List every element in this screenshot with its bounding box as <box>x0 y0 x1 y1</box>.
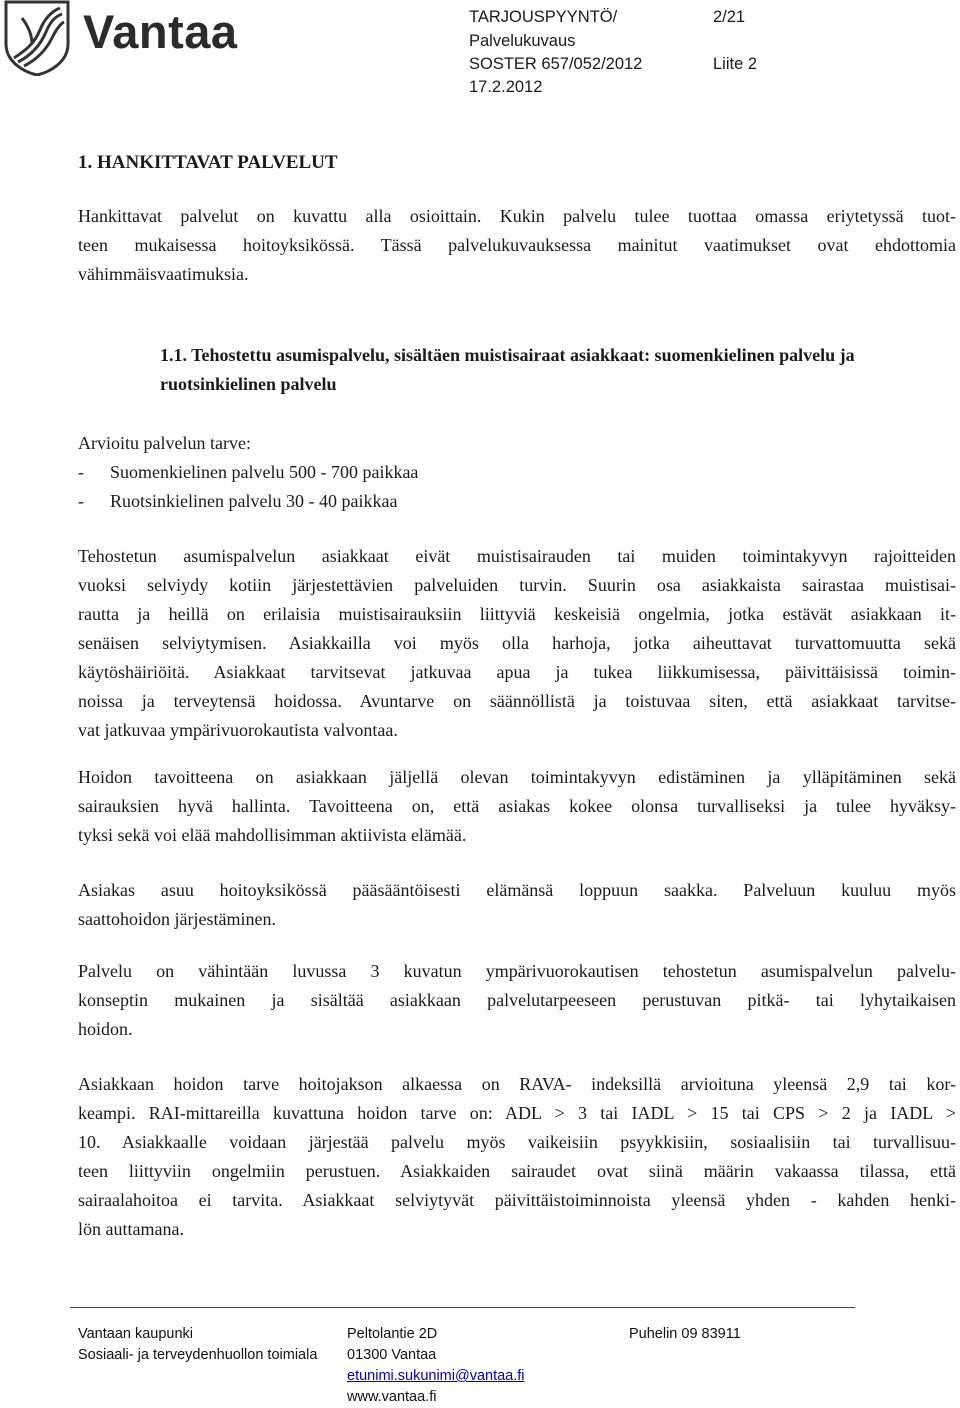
footer-address <box>347 1324 525 1408</box>
text-line: Tehostetun asumispalvelun asiakkaat eivät muistisairauden tai muiden toimintakyvyn rajoitteiden <box>78 546 956 566</box>
section-heading: 1. HANKITTAVAT PALVELUT <box>78 152 338 173</box>
paragraph-residence <box>78 876 956 934</box>
paragraph-goals <box>78 763 956 850</box>
text-line: teen liittyviin ongelmiin perustuen. Asiakkaiden sairaudet ovat siinä määrin vakaassa tilassa, että <box>78 1161 956 1181</box>
footer-organization <box>78 1324 317 1366</box>
text-line: lön auttamana. <box>78 1219 184 1239</box>
header-reference: SOSTER 657/052/2012 <box>469 55 643 73</box>
list-item: - Suomenkielinen palvelu 500 - 700 paikkaa <box>78 462 419 482</box>
footer-postal: 01300 Vantaa <box>347 1347 437 1363</box>
footer-phone: Puhelin 09 83911 <box>629 1326 741 1342</box>
header-page-number: 2/21 <box>713 8 746 26</box>
text-line: Asiakkaan hoidon tarve hoitojakson alkaessa on RAVA- indeksillä arvioituna yleensä 2,9 tai kor- <box>78 1074 956 1094</box>
paragraph-care-need <box>78 1070 956 1244</box>
header-subject: Palvelukuvaus <box>469 32 576 50</box>
text-line: käytöshäiriöitä. Asiakkaat tarvitsevat jatkuvaa apua ja tukea liikkumisessa, päivittäisissä toimin- <box>78 662 956 682</box>
text-line: teen mukaisessa hoitoyksikössä. Tässä palvelukuvauksessa mainitut vaatimukset ovat ehdottomia <box>78 235 956 255</box>
subsection-heading: 1.1. Tehostettu asumispalvelu, sisältäen muistisairaat asiakkaat: suomenkielinen palvelu ja ruotsinkielinen palvelu <box>160 345 855 394</box>
service-need-label: Arvioitu palvelun tarve: <box>78 433 251 453</box>
header-date: 17.2.2012 <box>469 78 543 96</box>
footer-website[interactable]: www.vantaa.fi <box>347 1389 437 1405</box>
list-item: - Ruotsinkielinen palvelu 30 - 40 paikkaa <box>78 491 398 511</box>
text-line: rautta ja heillä on erilaisia muistisairauksiin liittyviä keskeisiä ongelmia, jotka estävät asiakkaan it- <box>78 604 956 624</box>
service-need-list <box>78 429 418 516</box>
text-line: Palvelu on vähintään luvussa 3 kuvatun ympärivuorokautisen tehostetun asumispalvelun palvelu- <box>78 961 956 981</box>
text-line: Asiakas asuu hoitoyksikössä pääsääntöisesti elämänsä loppuun saakka. Palveluun kuuluu myös <box>78 880 956 900</box>
footer-department: Sosiaali- ja terveydenhuollon toimiala <box>78 1347 318 1363</box>
text-line: vat jatkuvaa ympärivuorokautista valvontaa. <box>78 720 398 740</box>
text-line: tyksi sekä voi elää mahdollisimman aktiivista elämää. <box>78 825 467 845</box>
intro-paragraph <box>78 202 956 289</box>
text-line: sairauksien hyvä hallinta. Tavoitteena on, että asiakas kokee olonsa turvalliseksi ja tulee hyväksy- <box>78 796 956 816</box>
text-line: saattohoidon järjestäminen. <box>78 909 276 929</box>
text-line: Hankittavat palvelut on kuvattu alla osioittain. Kukin palvelu tulee tuottaa omassa eriytetyssä tuot- <box>78 206 956 226</box>
text-line: keampi. RAI-mittareilla kuvattuna hoidon tarve on: ADL > 3 tai IADL > 15 tai CPS > 2 ja IADL > <box>78 1103 956 1123</box>
footer-street: Peltolantie 2D <box>347 1326 438 1342</box>
text-line: 10. Asiakkaalle voidaan järjestää palvelu myös vaikeisiin psyykkisiin, sosiaalisiin tai turvallisuu- <box>78 1132 956 1152</box>
text-line: Hoidon tavoitteena on asiakkaan jäljellä olevan toimintakyvyn edistäminen ja ylläpitäminen sekä <box>78 767 956 787</box>
text-line: senäisen selviytymisen. Asiakkailla voi myös olla harhoja, jotka aiheuttavat turvattomuutta sekä <box>78 633 956 653</box>
list-item-text: Suomenkielinen palvelu 500 - 700 paikkaa <box>110 462 419 482</box>
footer-city: Vantaan kaupunki <box>78 1326 194 1342</box>
text-line: vuoksi selviydy kotiin järjestettävien palveluiden turvin. Suurin osa asiakkaista sairastaa muistisai- <box>78 575 956 595</box>
logo-wordmark: Vantaa <box>83 5 238 58</box>
text-line: konseptin mukainen ja sisältää asiakkaan palvelutarpeeseen perustuvan pitkä- tai lyhytaikaisen <box>78 990 956 1010</box>
header-doc-type: TARJOUSPYYNTÖ/ <box>469 8 618 26</box>
text-line: vähimmäisvaatimuksia. <box>78 264 249 284</box>
paragraph-clients <box>78 542 956 745</box>
text-line: sairaalahoitoa ei tarvita. Asiakkaat selviytyvät päivittäistoiminnoista yleensä yhden - kahden henki- <box>78 1190 956 1210</box>
footer-email-link[interactable]: etunimi.sukunimi@vantaa.fi <box>347 1368 525 1384</box>
text-line: hoidon. <box>78 1019 133 1039</box>
vantaa-crest-icon <box>4 0 70 76</box>
paragraph-service-concept <box>78 957 956 1044</box>
vantaa-logo <box>0 0 270 78</box>
list-item-text: Ruotsinkielinen palvelu 30 - 40 paikkaa <box>110 491 398 511</box>
text-line: noissa ja terveytensä hoidossa. Avuntarve on säännöllistä ja toistuvaa siten, että asiakkaat tarvitse- <box>78 691 956 711</box>
footer-divider <box>70 1307 855 1308</box>
header-attachment: Liite 2 <box>713 55 758 73</box>
